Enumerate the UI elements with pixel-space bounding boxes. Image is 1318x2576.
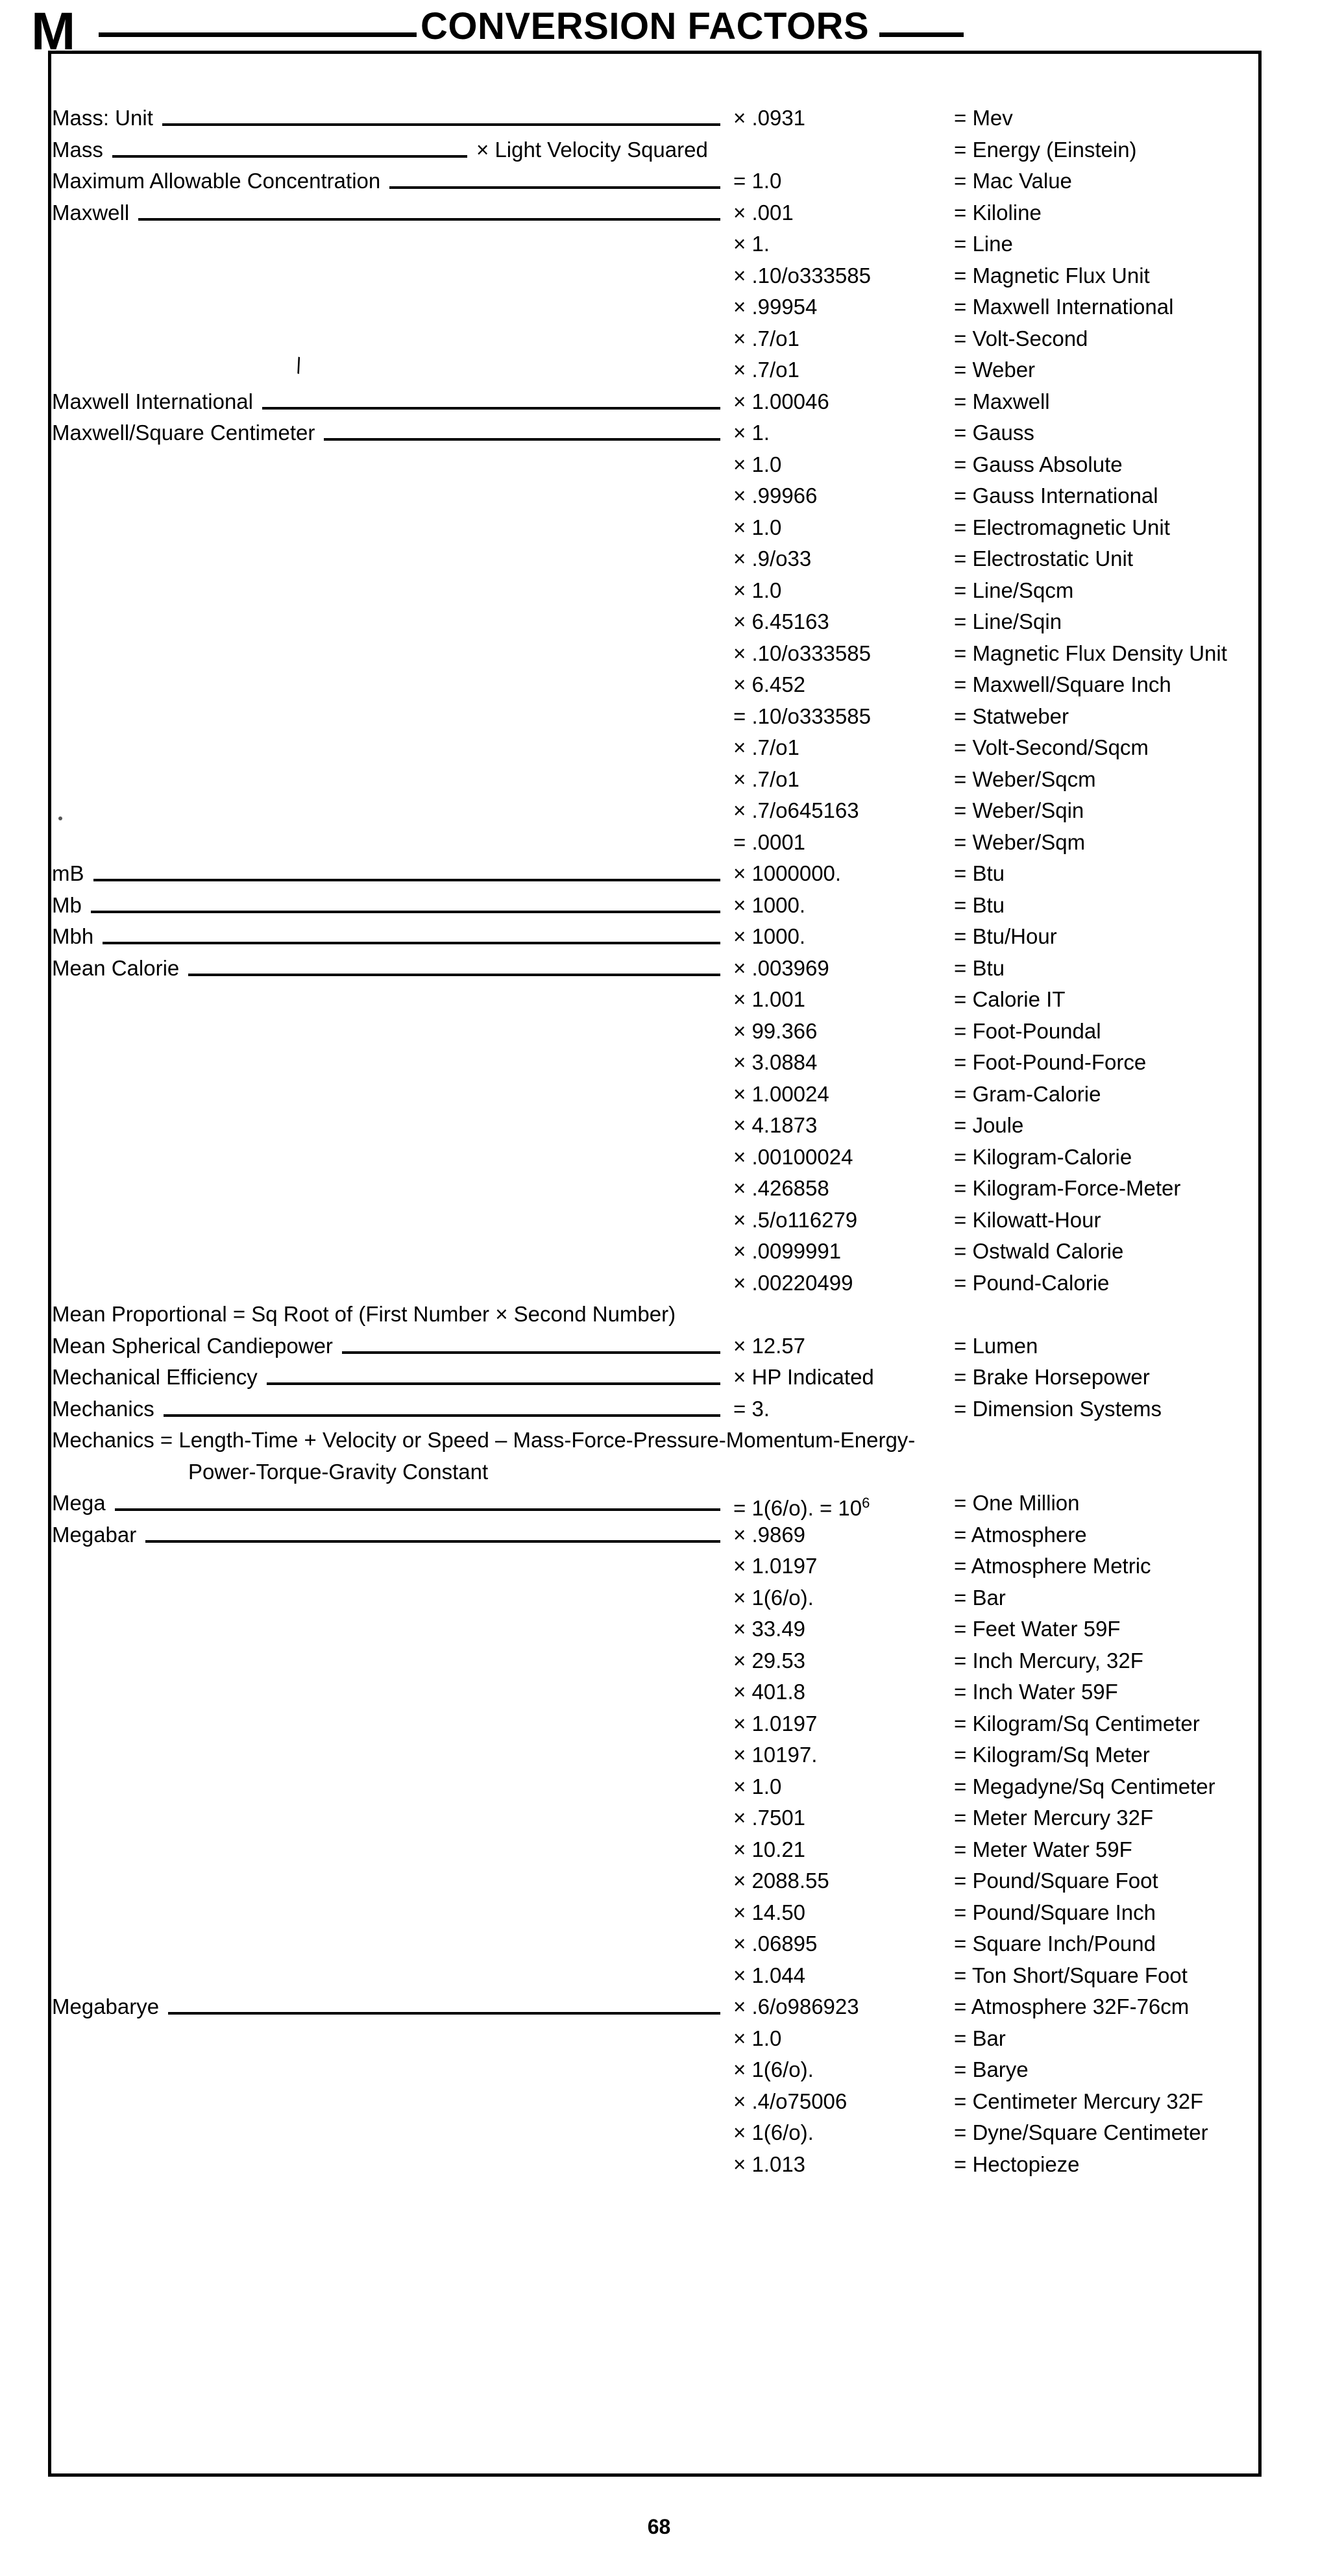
row-result: = Atmosphere <box>954 1522 1087 1547</box>
row-result: = Inch Mercury, 32F <box>954 1648 1143 1673</box>
row-factor: × 1.044 <box>733 1963 806 1987</box>
table-row <box>52 136 1259 167</box>
leader-line <box>389 186 720 189</box>
row-result: = Mac Value <box>954 169 1072 193</box>
row-unit-name-tail: × Light Velocity Squared <box>476 137 708 162</box>
row-factor: × .7/o1 <box>733 326 799 350</box>
table-row <box>52 733 1259 765</box>
table-row <box>52 387 1259 419</box>
row-factor: × 12.57 <box>733 1333 806 1358</box>
table-row <box>52 985 1259 1017</box>
row-factor: × .99966 <box>733 484 818 508</box>
row-factor: × .7501 <box>733 1806 806 1830</box>
row-result: = Inch Water 59F <box>954 1680 1118 1704</box>
row-result: = Ostwald Calorie <box>954 1239 1124 1263</box>
table-row <box>52 576 1259 608</box>
table-row <box>52 1804 1259 1835</box>
row-result: = Magnetic Flux Unit <box>954 263 1150 288</box>
table-row <box>52 1552 1259 1584</box>
table-row <box>52 1111 1259 1143</box>
table-row <box>52 482 1259 513</box>
row-result: = Kilogram-Force-Meter <box>954 1176 1181 1200</box>
table-row <box>52 1489 1259 1521</box>
table-row <box>52 796 1259 828</box>
table-row <box>52 1080 1259 1112</box>
leader-line <box>267 1382 720 1385</box>
row-factor: × .9869 <box>733 1522 806 1547</box>
table-row <box>52 1174 1259 1206</box>
row-result: = Ton Short/Square Foot <box>954 1963 1188 1987</box>
row-factor: = .10/o333585 <box>733 704 871 728</box>
row-unit-name: Mean Calorie <box>52 955 180 980</box>
table-row <box>52 1647 1259 1678</box>
table-row <box>52 828 1259 860</box>
row-factor: × 1(6/o). <box>733 2120 814 2144</box>
row-result: = Megadyne/Sq Centimeter <box>954 1774 1215 1798</box>
row-result: = Weber/Sqcm <box>954 767 1096 791</box>
table-row <box>52 325 1259 356</box>
row-result: = Gauss International <box>954 484 1158 508</box>
row-factor: × .0931 <box>733 106 806 130</box>
row-result: = Kilogram/Sq Meter <box>954 1743 1150 1767</box>
table-row <box>52 2087 1259 2119</box>
row-factor: = 1(6/o). = $10^6$ <box>733 1495 870 1520</box>
table-row <box>52 765 1259 797</box>
table-row <box>52 607 1259 639</box>
section-letter: M <box>31 2 75 61</box>
row-factor: × .6/o986923 <box>733 1994 859 2018</box>
row-result: = Weber/Sqin <box>954 798 1084 822</box>
leader-line <box>91 911 720 913</box>
table-row <box>52 1930 1259 1961</box>
table-row <box>52 891 1259 923</box>
table-row <box>52 262 1259 293</box>
row-result: = Mev <box>954 106 1013 130</box>
row-factor: × .00100024 <box>733 1144 853 1169</box>
row-factor: × 1.0 <box>733 515 782 539</box>
row-factor: × .00220499 <box>733 1270 853 1295</box>
row-result: = Meter Mercury 32F <box>954 1806 1154 1830</box>
table-row <box>52 1206 1259 1238</box>
row-result: = Atmosphere 32F-76cm <box>954 1994 1190 2018</box>
table-row <box>52 450 1259 482</box>
row-result: = Foot-Poundal <box>954 1018 1101 1043</box>
table-row <box>52 670 1259 702</box>
table-row <box>52 1269 1259 1301</box>
row-factor: × 1(6/o). <box>733 2057 814 2081</box>
row-factor: × 1.0 <box>733 452 782 476</box>
table-row <box>52 1835 1259 1867</box>
row-result: = Bar <box>954 2026 1006 2050</box>
row-result: = Centimeter Mercury 32F <box>954 2089 1204 2113</box>
row-result: = Gram-Calorie <box>954 1081 1101 1106</box>
row-result: = Hectopieze <box>954 2152 1080 2176</box>
row-factor: × .10/o333585 <box>733 263 871 288</box>
mechanics-definition-line2: Power-Torque-Gravity Constant <box>188 1459 489 1484</box>
row-result: = Lumen <box>954 1333 1038 1358</box>
table-row <box>52 1426 1259 1458</box>
leader-line <box>145 1540 720 1543</box>
table-row <box>52 545 1259 576</box>
table-row <box>52 1363 1259 1395</box>
row-factor: × 1.0 <box>733 2026 782 2050</box>
row-result: = Btu <box>954 861 1005 885</box>
row-unit-name: Megabarye <box>52 1994 160 2018</box>
row-result: = Brake Horsepower <box>954 1365 1150 1389</box>
table-row <box>52 2055 1259 2087</box>
mechanics-definition-line1: Mechanics = Length-Time + Velocity or Speed – Mass-Force-Pressure-Momentum-Energy- <box>52 1428 916 1452</box>
conversion-table <box>52 104 1259 2181</box>
leader-line <box>115 1508 720 1511</box>
row-unit-name: Mean Spherical Candiepower <box>52 1333 333 1358</box>
row-unit-name: Mbh <box>52 924 94 948</box>
row-factor: × 1(6/o). <box>733 1585 814 1610</box>
table-row <box>52 104 1259 136</box>
table-row <box>52 2150 1259 2182</box>
leader-line <box>164 1414 720 1417</box>
row-result: = Maxwell International <box>954 295 1174 319</box>
row-result: = Bar <box>954 1585 1006 1610</box>
row-result: = Meter Water 59F <box>954 1837 1132 1861</box>
row-result: = Pound/Square Inch <box>954 1900 1156 1924</box>
row-factor: × 99.366 <box>733 1018 818 1043</box>
row-result: = Electromagnetic Unit <box>954 515 1170 539</box>
table-row <box>52 1867 1259 1898</box>
row-result: = Line/Sqcm <box>954 578 1074 602</box>
row-factor: × 1.013 <box>733 2152 806 2176</box>
table-row <box>52 702 1259 734</box>
row-factor: = 1.0 <box>733 169 782 193</box>
row-factor: × .7/o1 <box>733 358 799 382</box>
row-factor: × 14.50 <box>733 1900 806 1924</box>
table-row <box>52 167 1259 199</box>
table-row <box>52 859 1259 891</box>
row-result: = Volt-Second/Sqcm <box>954 735 1149 759</box>
leader-line <box>93 879 720 881</box>
row-result: = Kiloline <box>954 200 1042 225</box>
row-result: = Energy (Einstein) <box>954 137 1137 162</box>
row-factor: × 10.21 <box>733 1837 806 1861</box>
table-row <box>52 1048 1259 1080</box>
table-row <box>52 1237 1259 1269</box>
table-row <box>52 2024 1259 2056</box>
row-result: = Dyne/Square Centimeter <box>954 2120 1208 2144</box>
row-result: = Weber/Sqm <box>954 829 1086 854</box>
row-unit-name: Mb <box>52 892 82 917</box>
table-row <box>52 1898 1259 1930</box>
row-result: = Line <box>954 232 1013 256</box>
row-factor: = 3. <box>733 1396 770 1421</box>
row-factor: × .7/o1 <box>733 735 799 759</box>
row-factor: × 1.00046 <box>733 389 829 413</box>
table-row <box>52 1017 1259 1049</box>
row-result: = Joule <box>954 1113 1024 1137</box>
row-result: = Btu <box>954 892 1005 917</box>
table-row <box>52 1584 1259 1615</box>
row-unit-name: Mechanics <box>52 1396 154 1421</box>
row-factor: × 1.00024 <box>733 1081 829 1106</box>
table-row <box>52 1332 1259 1364</box>
table-row <box>52 1741 1259 1773</box>
row-result: = Atmosphere Metric <box>954 1554 1151 1578</box>
row-factor-exponent: 6 <box>862 1495 870 1511</box>
leader-line <box>188 974 720 976</box>
row-factor: × 1000. <box>733 892 806 917</box>
row-factor: × 1.0 <box>733 578 782 602</box>
page-number: 68 <box>647 2515 671 2538</box>
leader-line <box>138 218 720 221</box>
row-factor: × 1000. <box>733 924 806 948</box>
row-factor: × 1.0 <box>733 1774 782 1798</box>
row-result: = Kilowatt-Hour <box>954 1207 1101 1232</box>
row-factor: × 1.001 <box>733 987 806 1011</box>
row-result: = Maxwell/Square Inch <box>954 672 1171 696</box>
mean-proportional-note: Mean Proportional = Sq Root of (First Number × Second Number) <box>52 1302 676 1326</box>
row-factor: × .5/o116279 <box>733 1207 858 1232</box>
row-factor: × HP Indicated <box>733 1365 874 1389</box>
table-row <box>52 922 1259 954</box>
row-factor: × .99954 <box>733 295 818 319</box>
row-unit-name: Maxwell International <box>52 389 253 413</box>
row-factor: × .0099991 <box>733 1239 842 1263</box>
row-factor: × .003969 <box>733 955 829 980</box>
row-result: = Calorie IT <box>954 987 1066 1011</box>
row-result: = Dimension Systems <box>954 1396 1162 1421</box>
page-title: CONVERSION FACTORS <box>421 5 870 47</box>
row-factor: × 29.53 <box>733 1648 806 1673</box>
table-row <box>52 1143 1259 1175</box>
table-row <box>52 1678 1259 1710</box>
row-factor: × 1.0197 <box>733 1711 818 1736</box>
row-factor: × 1.0197 <box>733 1554 818 1578</box>
row-result: = Line/Sqin <box>954 609 1062 633</box>
row-result: = Btu/Hour <box>954 924 1057 948</box>
table-row <box>52 1458 1259 1490</box>
row-result: = Statweber <box>954 704 1069 728</box>
row-factor: × 1000000. <box>733 861 842 885</box>
row-unit-name: Mass: Unit <box>52 106 153 130</box>
row-unit-name: Maxwell/Square Centimeter <box>52 421 315 445</box>
row-factor: × 1. <box>733 421 770 445</box>
row-result: = One Million <box>954 1491 1080 1515</box>
leader-line <box>103 942 720 944</box>
table-row <box>52 293 1259 325</box>
stray-mark: \ <box>291 353 306 379</box>
row-result: = Gauss <box>954 421 1034 445</box>
table-row <box>52 639 1259 671</box>
header-rule-right <box>879 32 964 37</box>
row-unit-name: Megabar <box>52 1522 137 1547</box>
row-unit-name: Mechanical Efficiency <box>52 1365 258 1389</box>
row-result: = Foot-Pound-Force <box>954 1050 1147 1074</box>
table-row <box>52 2118 1259 2150</box>
row-result: = Barye <box>954 2057 1029 2081</box>
table-row <box>52 1710 1259 1741</box>
row-result: = Maxwell <box>954 389 1050 413</box>
table-row <box>52 1615 1259 1647</box>
row-unit-name: Mass <box>52 137 103 162</box>
table-row <box>52 230 1259 262</box>
row-result: = Electrostatic Unit <box>954 546 1134 570</box>
row-result: = Pound-Calorie <box>954 1270 1110 1295</box>
row-result: = Pound/Square Foot <box>954 1869 1158 1893</box>
row-unit-name: mB <box>52 861 84 885</box>
row-factor: × 3.0884 <box>733 1050 818 1074</box>
row-result: = Gauss Absolute <box>954 452 1123 476</box>
row-result: = Feet Water 59F <box>954 1617 1121 1641</box>
row-result: = Square Inch/Pound <box>954 1932 1156 1956</box>
row-result: = Magnetic Flux Density Unit <box>954 641 1227 665</box>
row-factor: × 4.1873 <box>733 1113 818 1137</box>
header-rule-left <box>99 32 417 37</box>
table-row <box>52 1300 1259 1332</box>
row-unit-name: Mega <box>52 1491 106 1515</box>
row-factor: × .06895 <box>733 1932 818 1956</box>
row-factor: × 6.452 <box>733 672 806 696</box>
leader-line <box>162 123 720 126</box>
row-factor: × 6.45163 <box>733 609 829 633</box>
row-factor: × .001 <box>733 200 794 225</box>
leader-line <box>262 407 720 410</box>
row-factor: × .426858 <box>733 1176 829 1200</box>
row-unit-name: Maximum Allowable Concentration <box>52 169 381 193</box>
leader-line <box>342 1351 720 1354</box>
table-row <box>52 356 1259 387</box>
table-row <box>52 1395 1259 1427</box>
row-factor: × .9/o33 <box>733 546 812 570</box>
row-factor: × .7/o645163 <box>733 798 859 822</box>
table-row <box>52 513 1259 545</box>
row-factor: × .7/o1 <box>733 767 799 791</box>
row-factor: × 401.8 <box>733 1680 806 1704</box>
row-factor: × 33.49 <box>733 1617 806 1641</box>
leader-line <box>324 438 720 441</box>
table-row <box>52 1773 1259 1804</box>
row-result: = Weber <box>954 358 1036 382</box>
table-row <box>52 1521 1259 1552</box>
leader-line <box>112 155 467 158</box>
row-factor: = .0001 <box>733 829 806 854</box>
row-result: = Kilogram/Sq Centimeter <box>954 1711 1200 1736</box>
table-row <box>52 954 1259 986</box>
row-result: = Kilogram-Calorie <box>954 1144 1132 1169</box>
row-unit-name: Maxwell <box>52 200 130 225</box>
table-row <box>52 1961 1259 1993</box>
leader-line <box>168 2012 720 2015</box>
row-result: = Volt-Second <box>954 326 1088 350</box>
row-result: = Btu <box>954 955 1005 980</box>
row-factor: × 1. <box>733 232 770 256</box>
row-factor: × 2088.55 <box>733 1869 829 1893</box>
row-factor: × 10197. <box>733 1743 818 1767</box>
row-factor: × .10/o333585 <box>733 641 871 665</box>
table-row <box>52 419 1259 450</box>
table-row <box>52 1993 1259 2024</box>
table-row <box>52 199 1259 230</box>
row-factor: × .4/o75006 <box>733 2089 848 2113</box>
